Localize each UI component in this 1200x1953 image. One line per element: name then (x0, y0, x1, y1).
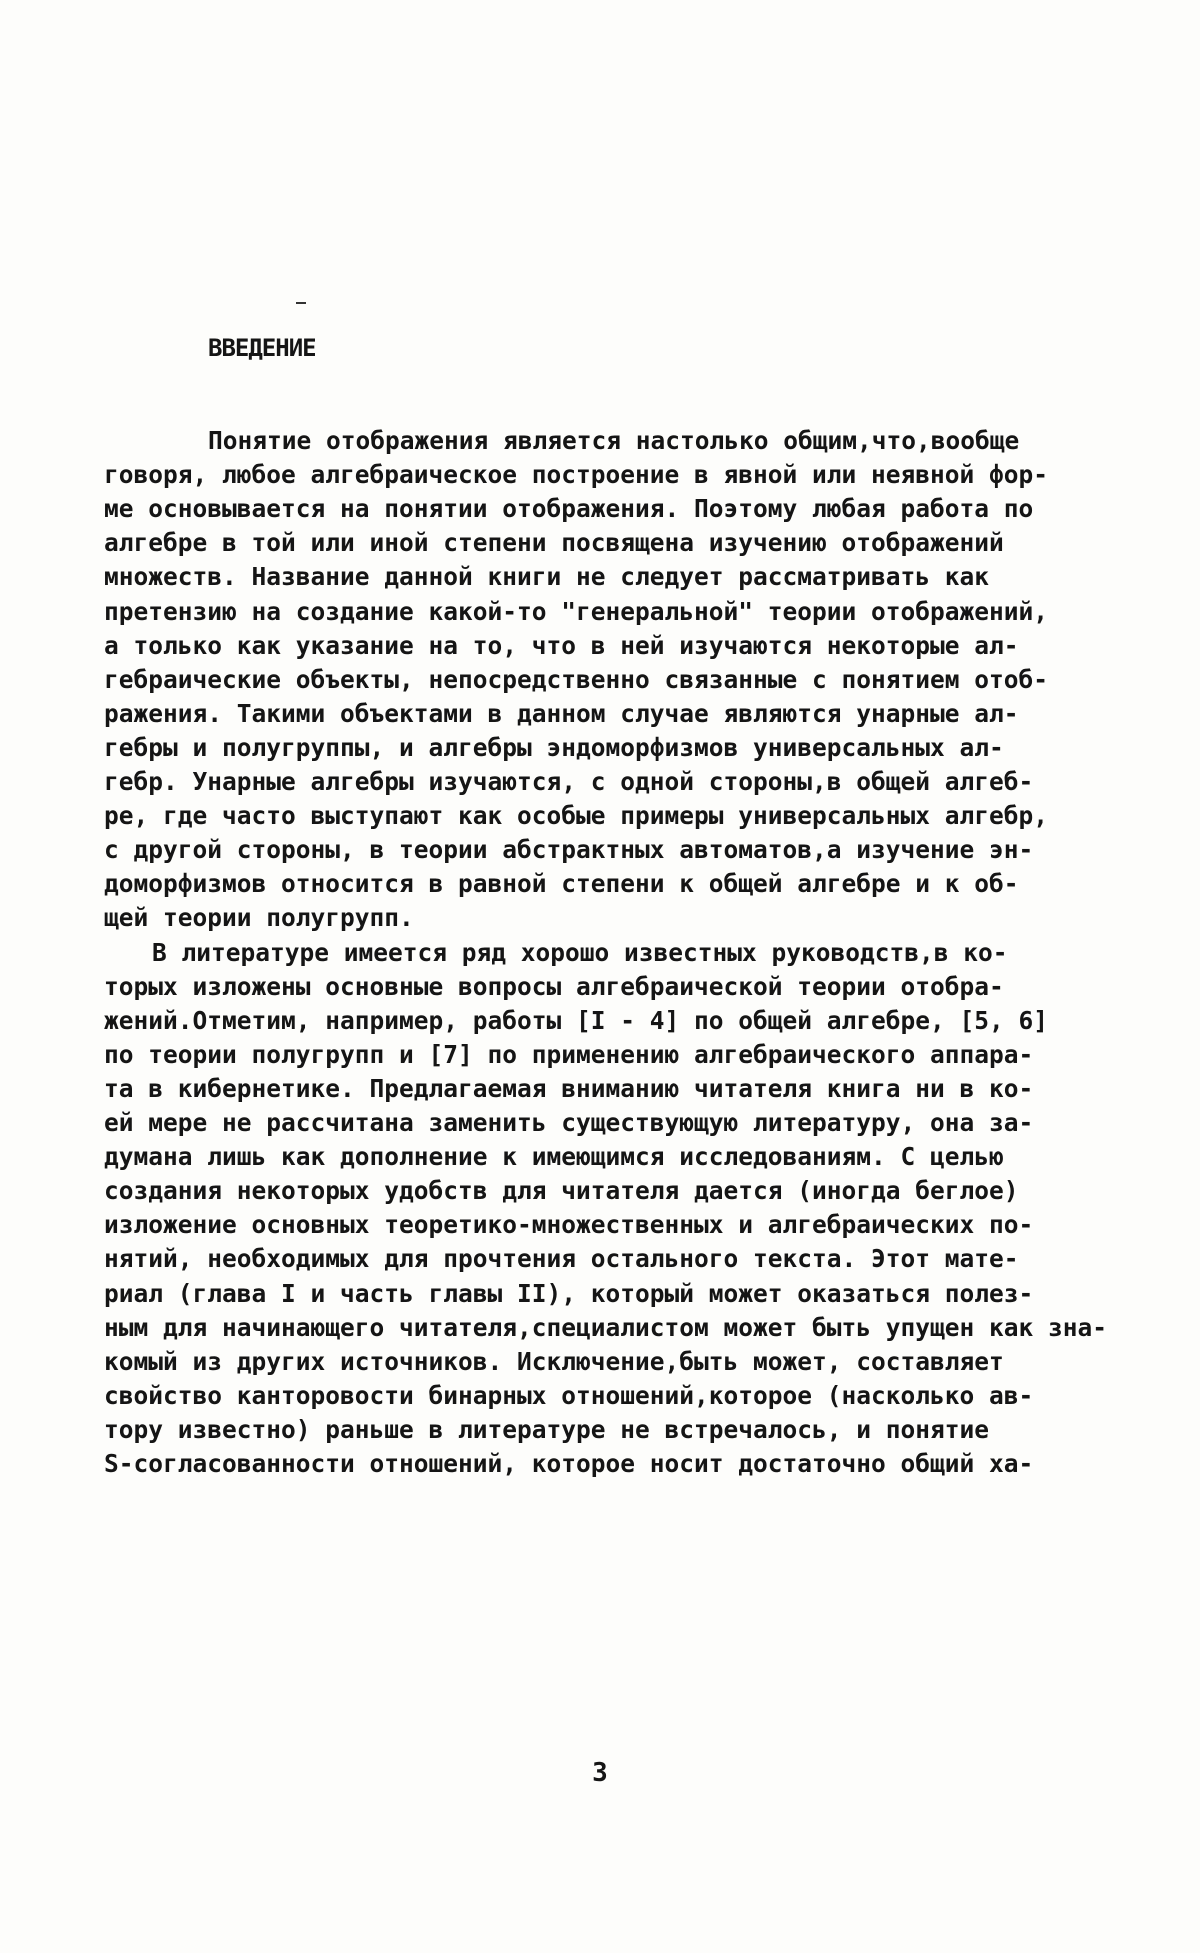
text-line: торых изложены основные вопросы алгебраической теории отобра- (104, 971, 1004, 1001)
text-line: свойство канторовости бинарных отношений,которое (насколько ав- (104, 1380, 1034, 1410)
text-line: гебр. Унарные алгебры изучаются, с одной стороны,в общей алгеб- (104, 767, 1034, 796)
text-line: ре, где часто выступают как особые примеры универсальных алгебр, (104, 801, 1049, 831)
text-line: гебры и полугруппы, и алгебры эндоморфизмов универсальных ал- (104, 732, 1004, 762)
text-line: ным для начинающего читателя,специалистом может быть упущен как зна- (104, 1312, 1108, 1342)
text-line: В литературе имеется ряд хорошо известных руководств,в ко- (152, 937, 1008, 967)
text-line: доморфизмов относится в равной степени к общей алгебре и к об- (104, 869, 1019, 899)
text-line: а только как указание на то, что в ней изучаются некоторые ал- (104, 630, 1019, 660)
text-line: говоря, любое алгебраическое построение в явной или неявной фор- (104, 460, 1049, 490)
text-line: риал (глава I и часть главы II), который может оказаться полез- (104, 1278, 1034, 1308)
text-line: щей теории полугрупп. (104, 903, 414, 933)
text-line: комый из других источников. Исключение,быть может, составляет (104, 1346, 1004, 1376)
text-line: создания некоторых удобств для читателя дается (иногда беглое) (104, 1176, 1019, 1206)
page-number: 3 (592, 1758, 608, 1788)
text-line: S-согласованности отношений, которое носит достаточно общий ха- (104, 1449, 1034, 1478)
text-line: думана лишь как дополнение к имеющимся исследованиям. С целью (104, 1142, 1004, 1172)
text-line: изложение основных теоретико-множественных и алгебраических по- (104, 1210, 1034, 1240)
text-line: претензию на создание какой-то "генеральной" теории отображений, (104, 596, 1049, 626)
text-line: жений.Отметим, например, работы [I - 4] по общей алгебре, [5, 6] (104, 1005, 1049, 1035)
text-line: гебраические объекты, непосредственно связанные с понятием отоб- (104, 664, 1049, 694)
text-line: ме основывается на понятии отображения. Поэтому любая работа по (104, 494, 1034, 524)
text-line: нятий, необходимых для прочтения остального текста. Этот мате- (104, 1244, 1019, 1274)
text-line: ражения. Такими объектами в данном случае являются унарные ал- (104, 698, 1019, 728)
text-line: та в кибернетике. Предлагаемая вниманию читателя книга ни в ко- (104, 1073, 1034, 1103)
text-line: с другой стороны, в теории абстрактных автоматов,а изучение эн- (104, 835, 1034, 865)
text-line: Понятие отображения является настолько общим,что,вообще (208, 426, 1020, 455)
text-line: ей мере не рассчитана заменить существующую литературу, она за- (104, 1108, 1034, 1137)
dash-mark (296, 302, 306, 304)
text-line: тору известно) раньше в литературе не встречалось, и понятие (104, 1414, 990, 1444)
text-line: по теории полугрупп и [7] по применению алгебраического аппара- (104, 1039, 1034, 1069)
section-heading: ВВЕДЕНИЕ (208, 334, 316, 362)
text-line: алгебре в той или иной степени посвящена изучению отображений (104, 528, 1004, 558)
text-line: множеств. Название данной книги не следует рассматривать как (104, 562, 990, 592)
